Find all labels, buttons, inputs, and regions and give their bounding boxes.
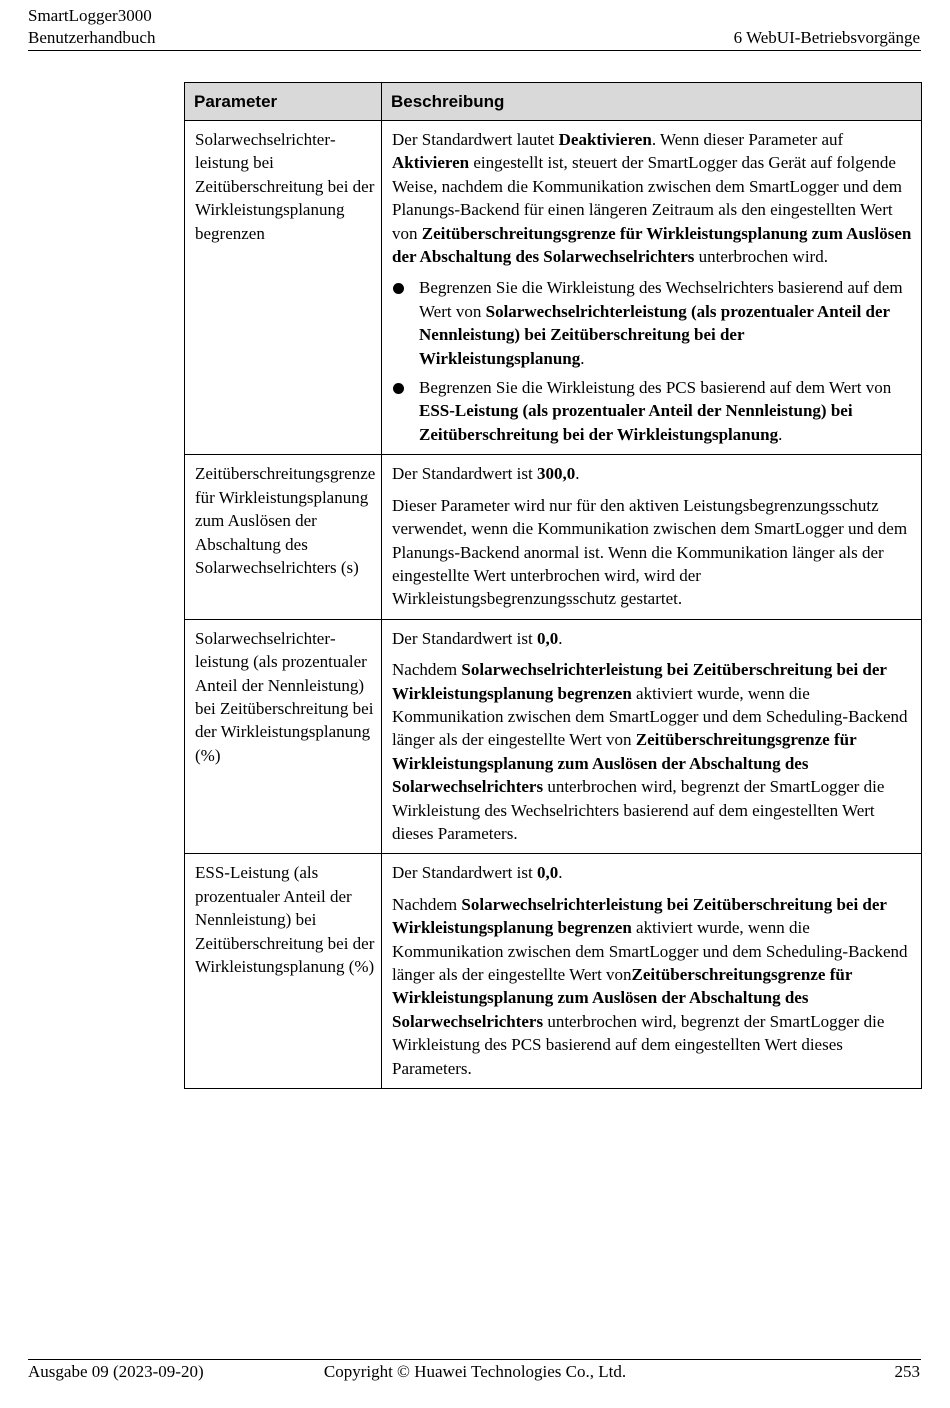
bold-term: ESS-Leistung (als prozentualer Anteil der Nennleistung) bei Zeitüberschreitung bei der Wirkleistungsplanung — [419, 401, 853, 444]
bold-term: Zeitüberschreitungsgrenze für Wirkleistungsplanung zum Auslösen der Abschaltung des Solarwechselrichters — [392, 965, 853, 1031]
list-item — [392, 276, 912, 370]
table-row — [185, 455, 922, 619]
text-run: Der Standardwert ist — [392, 464, 537, 484]
column-header-description: Beschreibung — [382, 83, 922, 121]
table-row — [185, 619, 922, 854]
description-paragraph — [392, 893, 912, 1080]
chapter-title: 6 WebUI-Betriebsvorgänge — [733, 28, 920, 47]
default-value-paragraph — [392, 462, 912, 485]
table-header-row — [185, 83, 922, 121]
bold-term: Solarwechselrichterleistung (als prozentualer Anteil der Nennleistung) bei Zeitüberschreitung bei der Wirkleistungsplanung — [419, 301, 890, 368]
edition-info: Ausgabe 09 (2023-09-20) — [28, 1362, 204, 1381]
text-run: . — [778, 424, 783, 444]
table-row — [185, 854, 922, 1089]
text-run: aktiviert wurde, wenn die Kommunikation zwischen dem SmartLogger und dem Scheduling-Backend länger als der eingestellte Wert von — [392, 918, 908, 984]
text-run: . — [575, 464, 580, 484]
default-value-paragraph — [392, 627, 912, 650]
product-name: SmartLogger3000 — [28, 6, 152, 25]
bold-term: Solarwechselrichterleistung bei Zeitüberschreitung bei der Wirkleistungsplanung begrenzen — [392, 894, 887, 938]
list-item — [392, 376, 912, 446]
text-run: Der Standardwert ist — [392, 863, 537, 883]
bold-term: Deaktivieren — [558, 130, 652, 149]
table-row — [185, 121, 922, 455]
text-run: unterbrochen wird, begrenzt der SmartLogger die Wirkleistung des PCS basierend auf dem eingestellten Wert dieses Parameters. — [392, 1011, 885, 1078]
parameter-description — [382, 619, 922, 854]
parameter-name: Zeitüberschreitungsgrenze für Wirkleistungsplanung zum Auslösen der Abschaltung des Solarwechselrichters (s) — [185, 455, 382, 619]
parameter-description — [382, 854, 922, 1089]
text-run: unterbrochen wird, begrenzt der SmartLogger die Wirkleistung des Wechselrichters basierend auf dem eingestellten Wert dieses Parameters. — [392, 777, 885, 843]
text-run: aktiviert wurde, wenn die Kommunikation zwischen dem SmartLogger und dem Scheduling-Backend länger als der eingestellte Wert von — [392, 683, 908, 750]
text-run: Der Standardwert ist — [392, 628, 537, 648]
bold-term: Zeitüberschreitungsgrenze für Wirkleistungsplanung zum Auslösen der Abschaltung des Solarwechselrichters — [392, 730, 857, 797]
text-run: . Wenn dieser Parameter auf — [651, 130, 844, 149]
text-run: eingestellt ist, steuert der SmartLogger das Gerät auf folgende Weise, nachdem die Kommunikation zwischen dem SmartLogger und dem Planungs-Backend für einen längeren Zeitraum als den eingestellten Wert von — [392, 153, 902, 243]
parameter-table — [184, 82, 922, 1089]
copyright-notice: Copyright © Huawei Technologies Co., Ltd. — [323, 1362, 627, 1381]
text-run: . — [558, 628, 563, 648]
page-number: 253 — [894, 1362, 920, 1381]
header-rule — [28, 50, 921, 51]
parameter-name: ESS-Leistung (als prozentualer Anteil der Nennleistung) bei Zeitüberschreitung bei der Wirkleistungsplanung (%) — [185, 854, 382, 1089]
parameter-description — [382, 121, 922, 455]
bold-term: 0,0 — [536, 628, 559, 648]
default-value-paragraph — [392, 861, 912, 884]
manual-title: Benutzerhandbuch — [28, 28, 156, 47]
text-run: Nachdem — [392, 660, 462, 680]
running-header-left — [28, 5, 155, 49]
bold-term: Solarwechselrichterleistung bei Zeitüberschreitung bei der Wirkleistungsplanung begrenzen — [392, 660, 887, 703]
bullet-icon — [393, 383, 404, 394]
text-run: . — [558, 863, 563, 883]
list-item-text — [419, 378, 891, 444]
description-paragraph — [392, 494, 912, 611]
description-paragraph — [392, 128, 912, 268]
text-run: Nachdem — [392, 894, 462, 914]
text-run: unterbrochen wird. — [694, 247, 828, 267]
text-run: Begrenzen Sie die Wirkleistung des PCS basierend auf dem Wert von — [419, 378, 892, 398]
bold-term: Aktivieren — [392, 153, 470, 173]
text-run: . — [580, 348, 585, 368]
list-item-text — [419, 278, 903, 367]
parameter-name: Solarwechselrichterleistung bei Zeitüberschreitung bei der Wirkleistungsplanung begrenzen — [185, 121, 382, 455]
parameter-description — [382, 455, 922, 619]
parameter-name: Solarwechselrichterleistung (als prozentualer Anteil der Nennleistung) bei Zeitüberschreitung bei der Wirkleistungsplanung (%) — [185, 619, 382, 854]
footer-rule — [28, 1359, 921, 1360]
bold-term: 300,0 — [536, 464, 576, 484]
text-run: Dieser Parameter wird nur für den aktiven Leistungsbegrenzungsschutz verwendet, wenn die Kommunikation zwischen dem SmartLogger und dem Planungs-Backend anormal ist. Wenn die Kommunikation länger als der eingestellte Wert unterbrochen wird, wird der Wirkleistungsbegrenzungsschutz gestartet. — [392, 495, 908, 609]
text-run: Der Standardwert lautet — [392, 130, 559, 149]
text-run: Begrenzen Sie die Wirkleistung des Wechselrichters basierend auf dem Wert von — [419, 278, 903, 321]
column-header-parameter: Parameter — [185, 83, 382, 121]
description-paragraph — [392, 658, 912, 845]
bold-term: Zeitüberschreitungsgrenze für Wirkleistungsplanung zum Auslösen der Abschaltung des Solarwechselrichters — [392, 223, 912, 267]
bullet-icon — [393, 283, 404, 294]
bold-term: 0,0 — [536, 863, 559, 883]
description-bullet-list — [392, 276, 912, 446]
